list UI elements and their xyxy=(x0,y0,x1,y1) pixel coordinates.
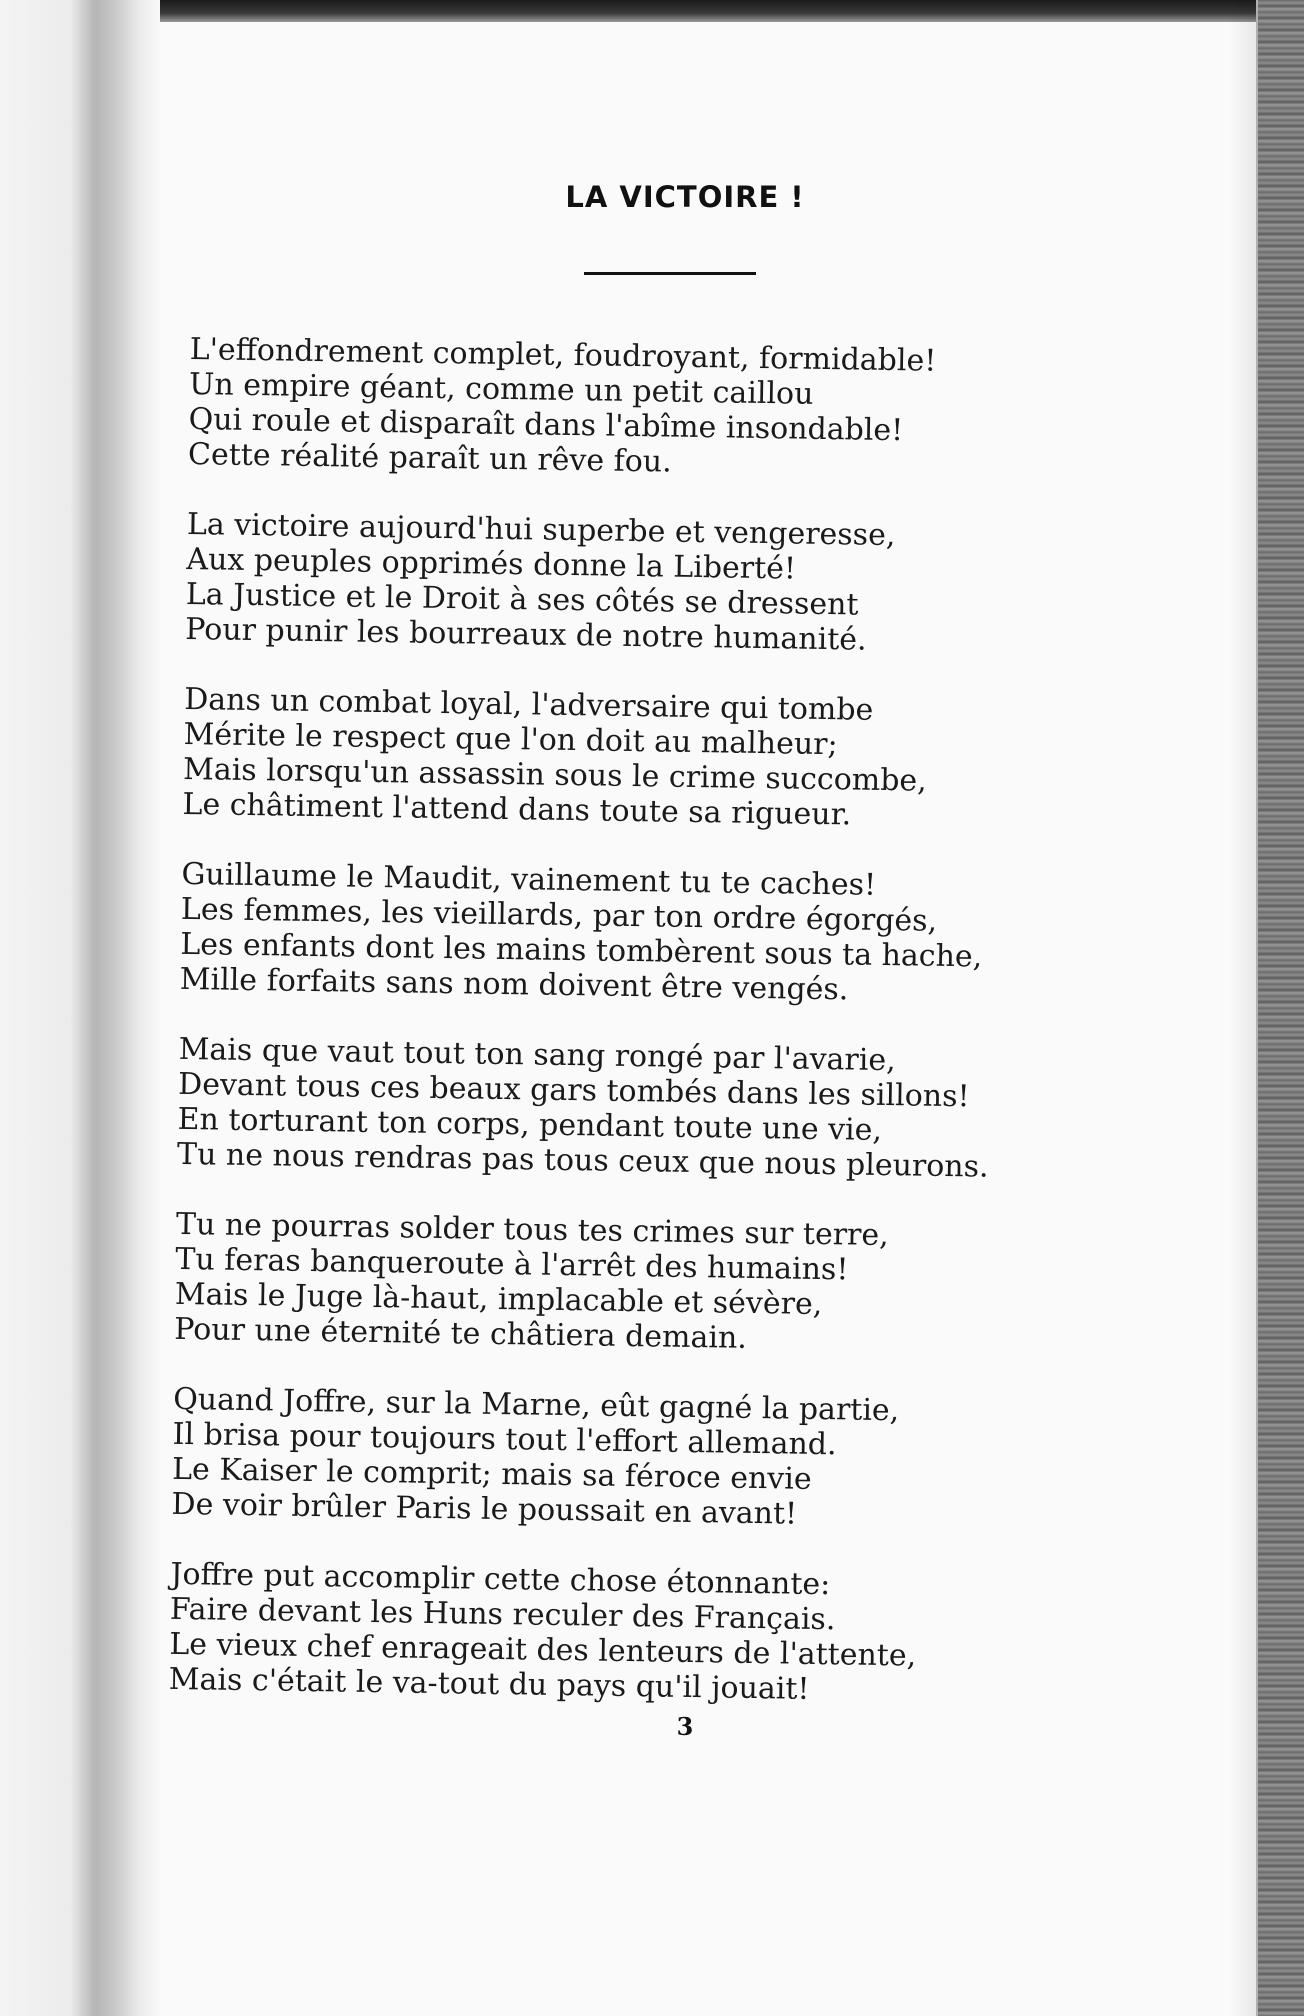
verse-line: Le Kaiser le comprit; mais sa féroce envie xyxy=(171,1451,812,1497)
verse-line: Devant tous ces beaux gars tombés dans les sillons! xyxy=(177,1066,970,1115)
verse-line: Joffre put accomplir cette chose étonnante: xyxy=(170,1556,831,1603)
stanza xyxy=(180,857,1082,1011)
poem-page xyxy=(160,22,1210,2016)
stanza xyxy=(174,1207,1076,1361)
verse-line: Mérite le respect que l'on doit au malheur; xyxy=(183,716,838,763)
verse-line: Quand Joffre, sur la Marne, eût gagné la partie, xyxy=(172,1381,900,1429)
verse-line: Aux peuples opprimés donne la Liberté! xyxy=(186,541,797,587)
poem-title: LA VICTOIRE ! xyxy=(565,180,805,214)
verse-line: Dans un combat loyal, l'adversaire qui tombe xyxy=(183,681,874,728)
stanza xyxy=(185,507,1087,661)
page-edge-shadow xyxy=(1228,0,1258,2016)
page-number: 3 xyxy=(676,1712,694,1741)
stanza xyxy=(182,682,1084,836)
verse-line: Les enfants dont les mains tombèrent sous ta hache, xyxy=(180,926,983,975)
verse-line: Il brisa pour toujours tout l'effort allemand. xyxy=(172,1416,837,1463)
verse-line: Guillaume le Maudit, vainement tu te caches! xyxy=(181,856,877,903)
verse-line: En torturant ton corps, pendant toute une vie, xyxy=(177,1101,883,1148)
verse-line: Mais lorsqu'un assassin sous le crime succombe, xyxy=(182,751,927,799)
verse-line: Mais c'était le va-tout du pays qu'il jouait! xyxy=(168,1661,810,1707)
verse-line: Le vieux chef enrageait des lenteurs de l'attente, xyxy=(169,1626,917,1674)
book-fore-edge xyxy=(1256,0,1304,2016)
title-rule xyxy=(584,272,756,275)
verse-line: Cette réalité paraît un rêve fou. xyxy=(187,436,672,480)
verse-line: Tu feras banqueroute à l'arrêt des humains! xyxy=(175,1241,849,1288)
verse-line: Un empire géant, comme un petit caillou xyxy=(188,366,814,412)
verse-line: Pour punir les bourreaux de notre humanité. xyxy=(185,611,867,658)
verse-line: La Justice et le Droit à ses côtés se dressent xyxy=(185,576,859,623)
verse-line: Mais le Juge là-haut, implacable et sévère, xyxy=(174,1276,823,1323)
stanza xyxy=(169,1557,1071,1711)
verse-line: Les femmes, les vieillards, par ton ordre égorgés, xyxy=(180,891,938,939)
stanza xyxy=(177,1032,1079,1186)
verse-line: Tu ne nous rendras pas tous ceux que nous pleurons. xyxy=(176,1136,989,1185)
verse-line: Qui roule et disparaît dans l'abîme insondable! xyxy=(188,401,904,449)
verse-line: Faire devant les Huns reculer des Français. xyxy=(169,1591,836,1638)
verse-line: L'effondrement complet, foudroyant, formidable! xyxy=(189,332,937,379)
stanza xyxy=(171,1382,1073,1536)
book-gutter xyxy=(0,0,160,2016)
poem-body xyxy=(168,332,1090,1746)
verse-line: Pour une éternité te châtiera demain. xyxy=(174,1311,748,1356)
scan-top-border xyxy=(0,0,1304,22)
verse-line: Mais que vaut tout ton sang rongé par l'avarie, xyxy=(178,1031,896,1079)
stanza xyxy=(188,332,1090,486)
verse-line: Mille forfaits sans nom doivent être vengés. xyxy=(179,961,849,1008)
verse-line: La victoire aujourd'hui superbe et vengeresse, xyxy=(186,506,896,554)
verse-line: De voir brûler Paris le poussait en avant! xyxy=(171,1486,798,1532)
verse-line: Tu ne pourras solder tous tes crimes sur terre, xyxy=(175,1206,889,1254)
verse-line: Le châtiment l'attend dans toute sa rigueur. xyxy=(182,786,852,833)
